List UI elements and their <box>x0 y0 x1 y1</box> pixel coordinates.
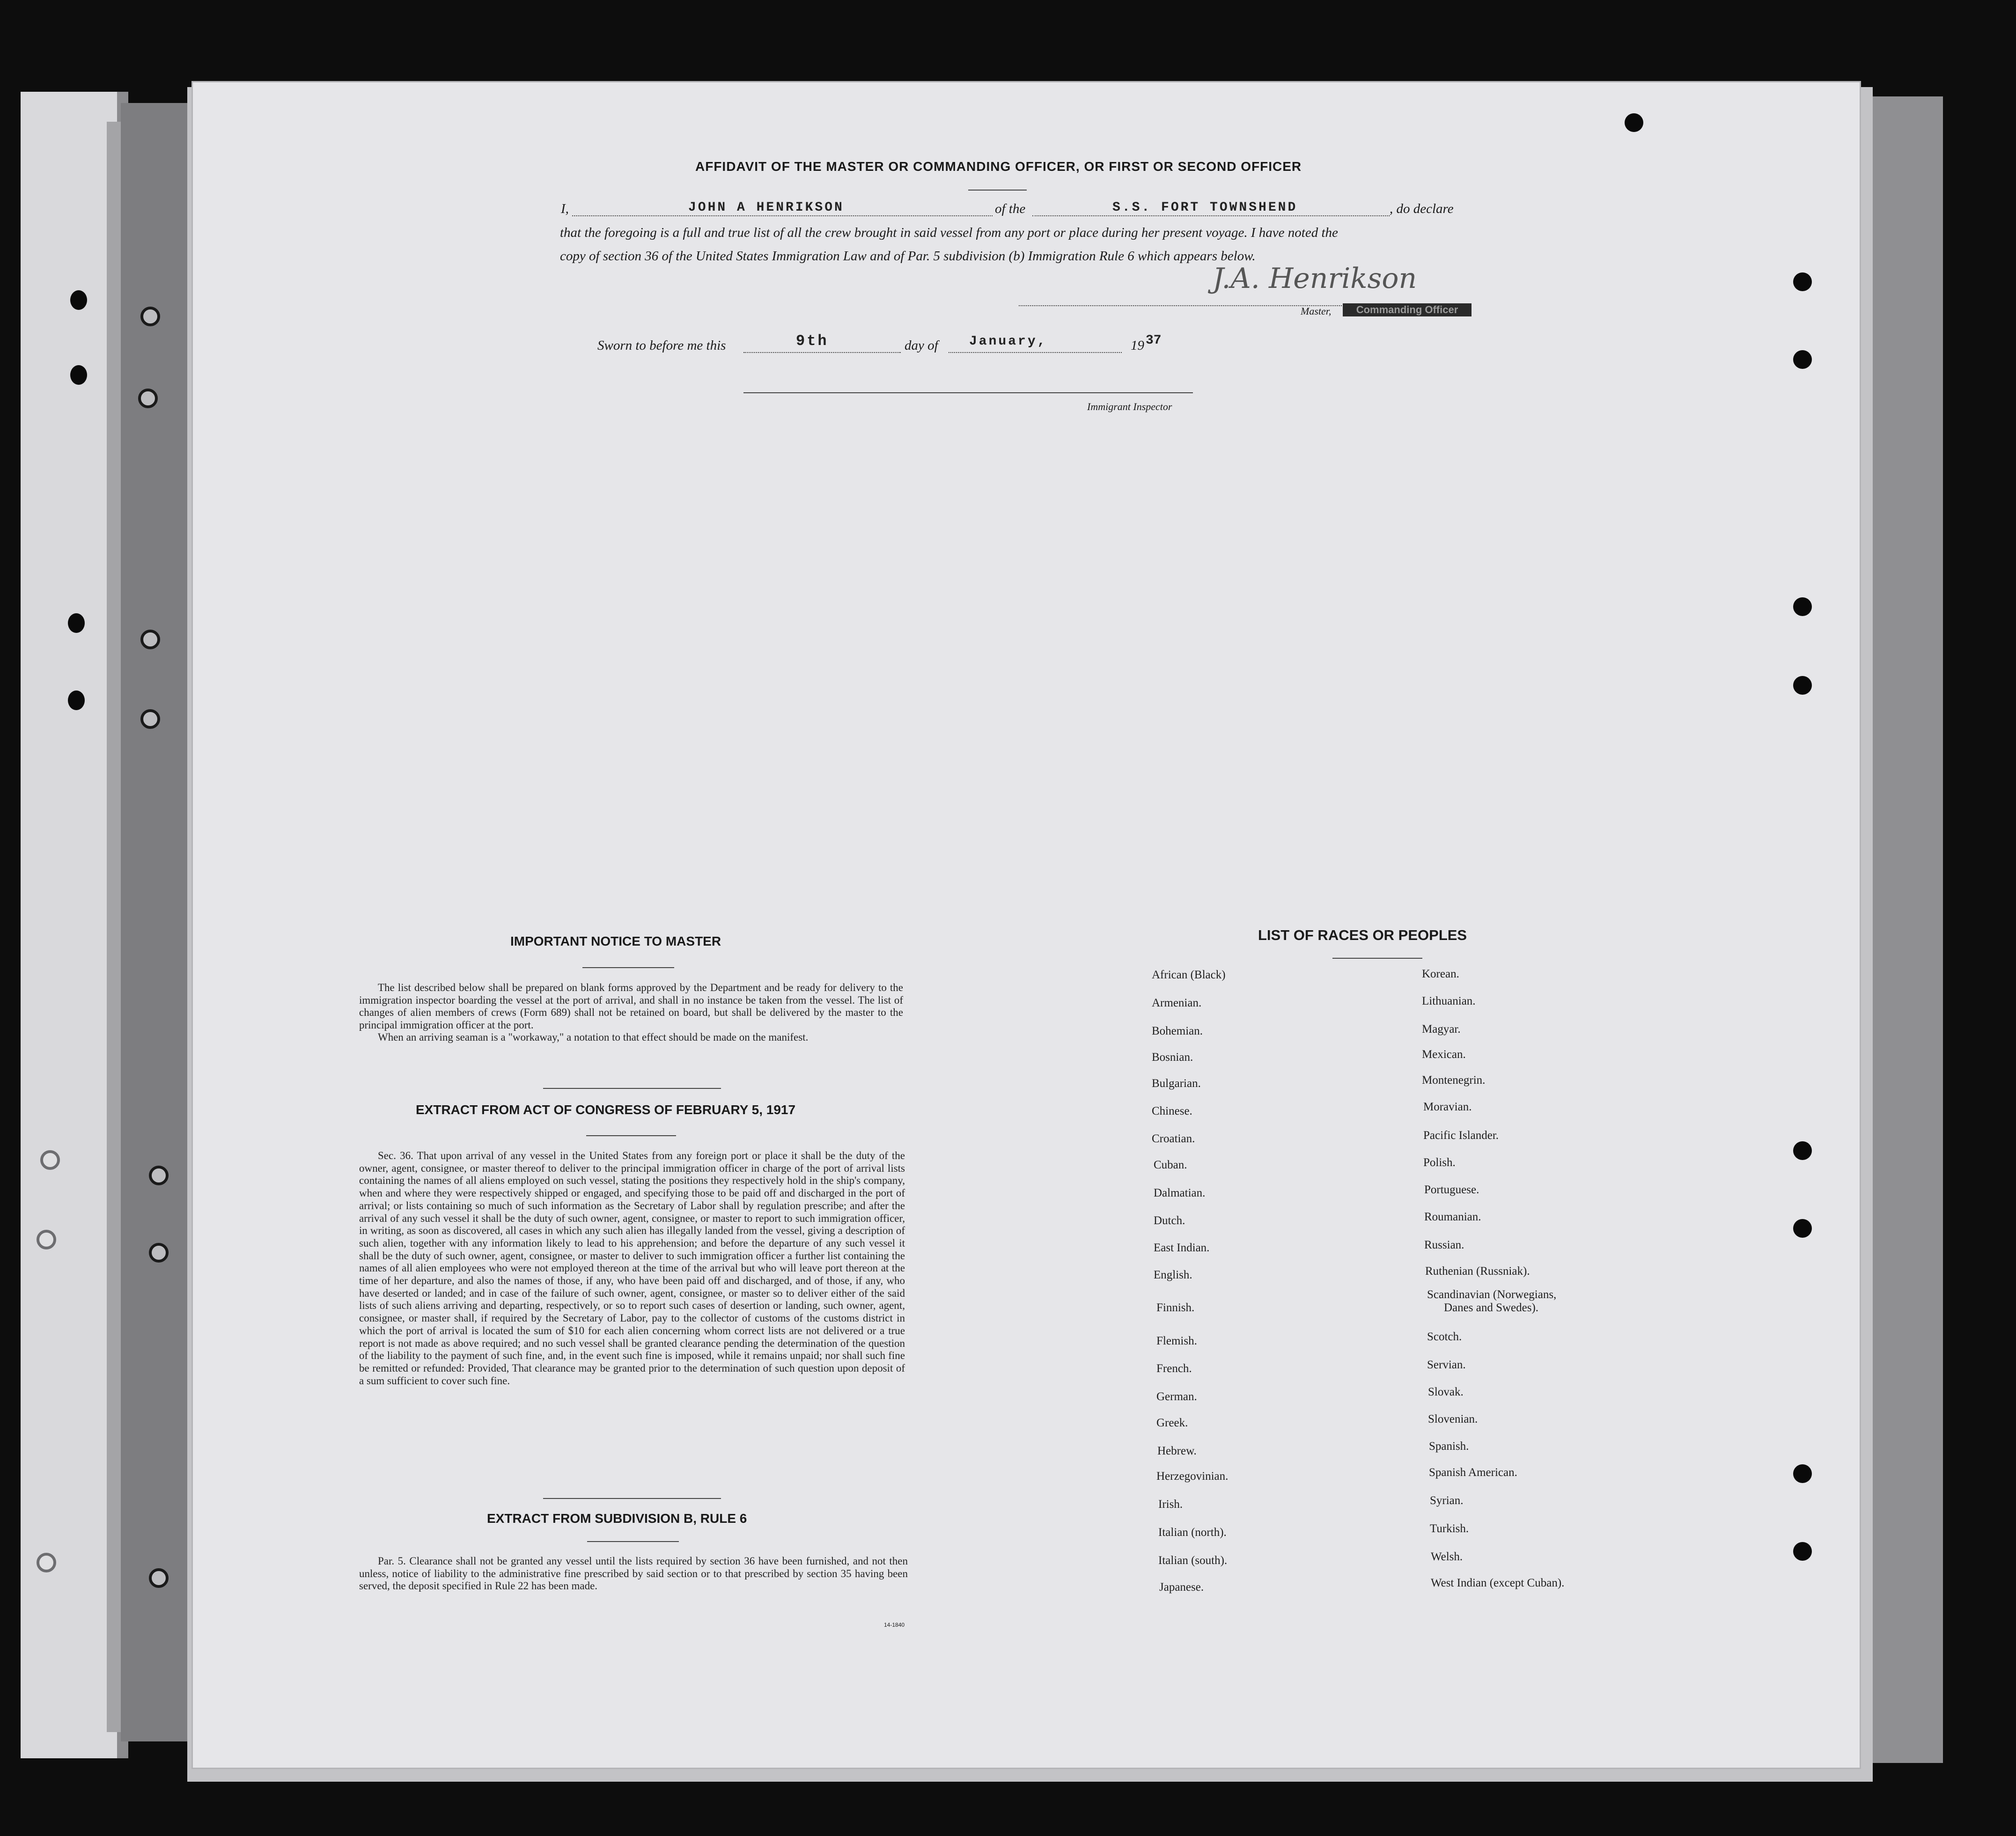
master-signature: J.A. Henrikson <box>1213 262 1417 295</box>
binder-ring <box>140 709 160 729</box>
race-left-item: Italian (south). <box>1158 1554 1228 1567</box>
race-right-item: Mexican. <box>1422 1048 1466 1061</box>
punch-hole <box>1793 1141 1812 1160</box>
punch-hole <box>70 290 87 310</box>
rule-divider <box>587 1541 679 1542</box>
punch-hole <box>68 613 85 633</box>
race-right-item: Spanish American. <box>1429 1466 1517 1479</box>
year-field[interactable]: 37 <box>1146 333 1162 348</box>
do-declare-label: , do declare <box>1390 201 1454 216</box>
affidavit-title: AFFIDAVIT OF THE MASTER OR COMMANDING OFFICER, OR FIRST OR SECOND OFFICER <box>695 159 1302 174</box>
sworn-label: Sworn to before me this <box>597 338 726 353</box>
race-left-item: Armenian. <box>1152 997 1202 1009</box>
affidavit-text-line-2: copy of section 36 of the United States Immigration Law and of Par. 5 subdivision (b) Immigration Rule 6 which appears below. <box>560 249 1256 264</box>
race-right-item: Ruthenian (Russniak). <box>1425 1265 1530 1278</box>
punch-hole <box>1793 676 1812 695</box>
act-text <box>359 1150 905 1387</box>
race-left-item: English. <box>1154 1269 1192 1281</box>
race-left-item: Croatian. <box>1152 1132 1195 1145</box>
binder-ring <box>140 307 160 326</box>
notice-paragraph-2: When an arriving seaman is a "workaway," a notation to that effect should be made on the manifest. <box>378 1031 809 1043</box>
race-left-item: Irish. <box>1158 1498 1183 1511</box>
punch-hole <box>1793 1464 1812 1483</box>
binder-ring <box>149 1243 169 1263</box>
form-number: 14-1840 <box>884 1622 905 1628</box>
punch-hole <box>1793 1542 1812 1561</box>
act-divider <box>586 1135 676 1136</box>
master-name-field[interactable]: JOHN A HENRIKSON <box>688 200 844 215</box>
sworn-day-field[interactable]: 9th <box>796 332 829 350</box>
race-right-item: Roumanian. <box>1424 1211 1481 1223</box>
race-right-item: Syrian. <box>1430 1494 1464 1507</box>
race-right-item: Turkish. <box>1430 1522 1469 1535</box>
race-right-item: Magyar. <box>1422 1023 1461 1036</box>
vessel-name-field[interactable]: S.S. FORT TOWNSHEND <box>1112 200 1298 215</box>
race-left-item: Bulgarian. <box>1152 1077 1201 1090</box>
rule-title: EXTRACT FROM SUBDIVISION B, RULE 6 <box>487 1511 747 1526</box>
vessel-line <box>1032 215 1390 216</box>
binder-ring <box>138 389 158 408</box>
race-left-item: Bohemian. <box>1152 1025 1203 1037</box>
race-left-item: Italian (north). <box>1158 1526 1227 1539</box>
race-left-item: Herzegovinian. <box>1156 1470 1229 1483</box>
punch-hole <box>37 1230 56 1249</box>
rule-paragraph: Par. 5. Clearance shall not be granted any vessel until the lists required by section 36 have been furnished, and not then unless, notice of liability to the administrative fine prescribed by said section or to that prescribed by section 35 having been served, the deposit specified in Rule 22 has been made. <box>359 1555 908 1592</box>
race-left-item: Dutch. <box>1154 1214 1185 1227</box>
race-left-item: French. <box>1156 1362 1192 1375</box>
binder-ring <box>140 630 160 649</box>
day-of-label: day of <box>905 338 938 353</box>
race-right-item: Servian. <box>1427 1359 1466 1371</box>
race-left-item: African (Black) <box>1152 969 1226 981</box>
race-right-item: Scandinavian (Norwegians, <box>1427 1288 1557 1301</box>
act-title: EXTRACT FROM ACT OF CONGRESS OF FEBRUARY 5, 1917 <box>416 1102 796 1117</box>
struck-out-title: Commanding Officer <box>1343 303 1472 316</box>
of-the-label: of the <box>995 201 1026 216</box>
rule-top-divider <box>543 1498 721 1499</box>
race-right-item: Russian. <box>1424 1239 1464 1251</box>
sworn-month-field[interactable]: January, <box>969 334 1047 349</box>
race-left-item: German. <box>1156 1390 1197 1403</box>
back-sheet-left <box>21 92 117 1758</box>
inspector-label: Immigrant Inspector <box>1087 401 1172 412</box>
inspector-line <box>743 392 1193 393</box>
race-left-item: Finnish. <box>1156 1301 1195 1314</box>
race-left-item: Dalmatian. <box>1154 1187 1206 1199</box>
act-top-divider <box>543 1088 721 1089</box>
race-right-item: Scotch. <box>1427 1330 1462 1343</box>
race-left-item: Flemish. <box>1156 1335 1197 1347</box>
name-line <box>572 215 993 216</box>
punch-hole <box>1793 350 1812 369</box>
race-left-item: Cuban. <box>1154 1159 1187 1171</box>
punch-hole <box>40 1150 60 1170</box>
race-left-item: Hebrew. <box>1157 1445 1197 1457</box>
act-paragraph: Sec. 36. That upon arrival of any vessel in the United States from any foreign port or place it shall be the duty of the owner, agent, consignee, or master thereof to deliver to the principal immigration officer in charge of the port of arrival lists containing the names of all aliens employed on such vessel, stating the positions they respectively hold in the ship's company, when and where they were respectively shipped or engaged, and specifying those to be paid off and discharged in the port of arrival; or lists containing so much of such information as the Secretary of Labor shall by regulation prescribe; and after the arrival of any such vessel it shall be the duty of such owner, agent, consignee, or master to report to such immigration officer, in writing, as soon as discovered, all cases in which any such alien has illegally landed from the vessel, giving a description of such alien, together with any information likely to lead to his apprehension; and before the departure of any such vessel it shall be the duty of such owner, agent, consignee, or master to deliver to such immigration officer a further list containing the names of all alien employees who were not employed thereon at the time of the arrival but who will leave port thereon at the time of her departure, and also the names of those, if any, who have been paid off and discharged, and of those, if any, who have deserted or landed; and in case of the failure of such owner, agent, consignee, or master so to deliver either of the said lists of such aliens arriving and departing, respectively, or so to report such cases of desertion or landing, such owner, agent, consignee, or master shall, if required by the Secretary of Labor, pay to the collector of customs of the customs district in which the port of arrival is located the sum of $10 for each alien concerning whom correct lists are not delivered or a true report is not made as above required; and no such vessel shall be granted clearance pending the determination of the question of the liability to the payment of such fine, and, in the event such fine is imposed, while it remains unpaid; nor shall such fine be remitted or refunded: Provided, That clearance may be granted prior to the determination of such question upon deposit of a sum sufficient to cover such fine. <box>359 1150 905 1387</box>
race-right-item: Lithuanian. <box>1422 995 1476 1007</box>
binder-strip <box>121 103 196 1741</box>
race-right-item: Danes and Swedes). <box>1444 1301 1539 1314</box>
race-right-item: Portuguese. <box>1424 1183 1479 1196</box>
punch-hole <box>68 690 85 710</box>
punch-hole <box>37 1553 56 1572</box>
race-right-item: Welsh. <box>1431 1550 1463 1563</box>
year-prefix: 19 <box>1131 338 1144 353</box>
binder-ring <box>149 1568 169 1588</box>
notice-paragraph-1: The list described below shall be prepared on blank forms approved by the Department and be ready for delivery to the immigration inspector boarding the vessel at the port of arrival, and shall in no instance be taken from the vessel. The list of changes of alien members of crews (Form 689) shall not be retained on board, but shall be delivered by the master to the principal immigration officer at the port. <box>359 982 903 1031</box>
master-label: Master, <box>1301 305 1332 317</box>
race-left-item: East Indian. <box>1154 1241 1210 1254</box>
notice-divider <box>582 967 674 968</box>
race-right-item: Slovenian. <box>1428 1413 1478 1425</box>
race-right-item: Polish. <box>1423 1156 1456 1169</box>
title-divider <box>968 190 1027 191</box>
race-right-item: West Indian (except Cuban). <box>1431 1577 1565 1589</box>
binder-ring <box>149 1166 169 1185</box>
races-title: LIST OF RACES OR PEOPLES <box>1258 927 1467 943</box>
punch-hole <box>1793 597 1812 616</box>
punch-hole <box>1793 272 1812 291</box>
notice-text <box>359 982 903 1044</box>
race-left-item: Chinese. <box>1152 1105 1192 1117</box>
punch-hole <box>1793 1219 1812 1238</box>
race-right-item: Spanish. <box>1429 1440 1469 1453</box>
punch-hole <box>70 365 87 385</box>
race-right-item: Korean. <box>1422 968 1459 980</box>
notice-title: IMPORTANT NOTICE TO MASTER <box>510 934 721 948</box>
affidavit-text-line-1: that the foregoing is a full and true list of all the crew brought in said vessel from any port or place during her present voyage. I have noted the <box>560 225 1338 240</box>
month-line <box>949 352 1122 353</box>
punch-hole <box>1625 113 1643 132</box>
race-right-item: Slovak. <box>1428 1386 1464 1398</box>
race-left-item: Japanese. <box>1159 1581 1204 1594</box>
i-label: I, <box>561 201 569 216</box>
race-right-item: Moravian. <box>1423 1101 1472 1113</box>
race-left-item: Greek. <box>1156 1417 1188 1429</box>
races-divider <box>1332 958 1422 959</box>
rule-text <box>359 1555 908 1593</box>
day-line <box>743 352 901 353</box>
race-right-item: Montenegrin. <box>1422 1074 1486 1087</box>
race-left-item: Bosnian. <box>1152 1051 1193 1064</box>
race-right-item: Pacific Islander. <box>1423 1129 1499 1142</box>
